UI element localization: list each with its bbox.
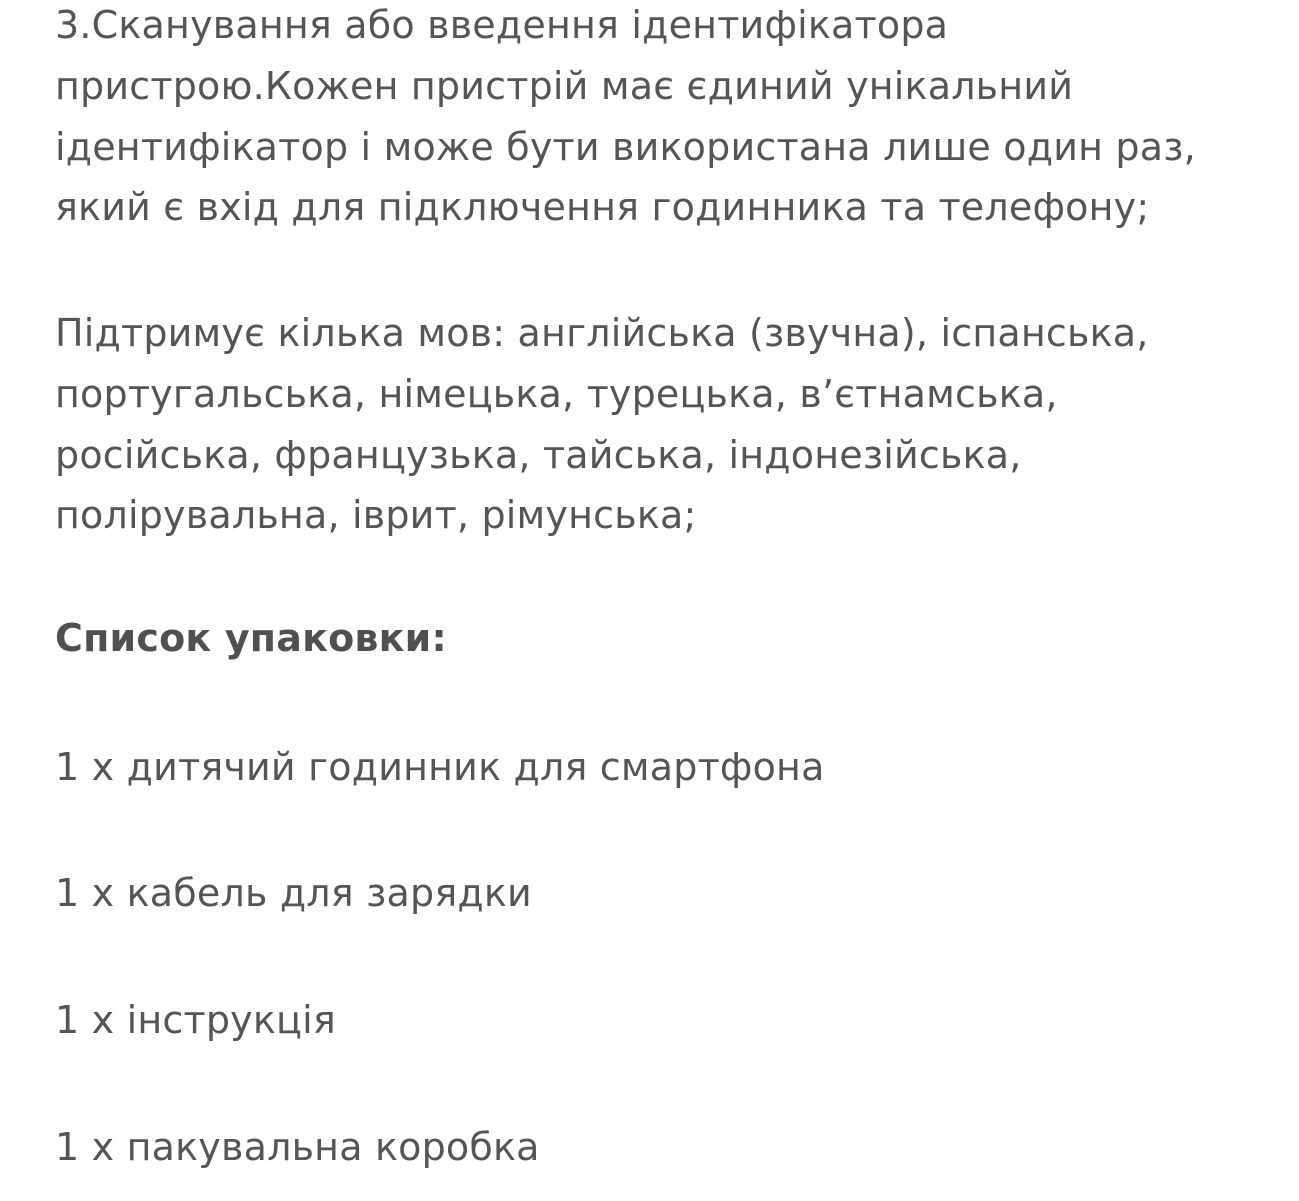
list-item: 1 x кабель для зарядки [55,871,532,915]
paragraph-line: португальська, німецька, турецька, в’єтнамська, [55,372,1058,416]
paragraph-line: ідентифікатор і може бути використана лише один раз, [55,125,1196,169]
paragraph-line: російська, французька, тайська, індонезійська, [55,433,1022,477]
paragraph-line: полірувальна, іврит, рімунська; [55,493,697,537]
list-item: 1 x інструкція [55,998,336,1042]
paragraph-line: 3.Сканування або введення ідентифікатора [55,3,949,47]
paragraph-line: який є вхід для підключення годинника та телефону; [55,185,1150,229]
paragraph-line: пристрою.Кожен пристрій має єдиний унікальний [55,64,1074,108]
packing-list-heading: Список упаковки: [55,616,447,660]
list-item: 1 x пакувальна коробка [55,1125,540,1169]
list-item: 1 x дитячий годинник для смартфона [55,745,825,789]
paragraph-line: Підтримує кілька мов: англійська (звучна), іспанська, [55,311,1149,355]
